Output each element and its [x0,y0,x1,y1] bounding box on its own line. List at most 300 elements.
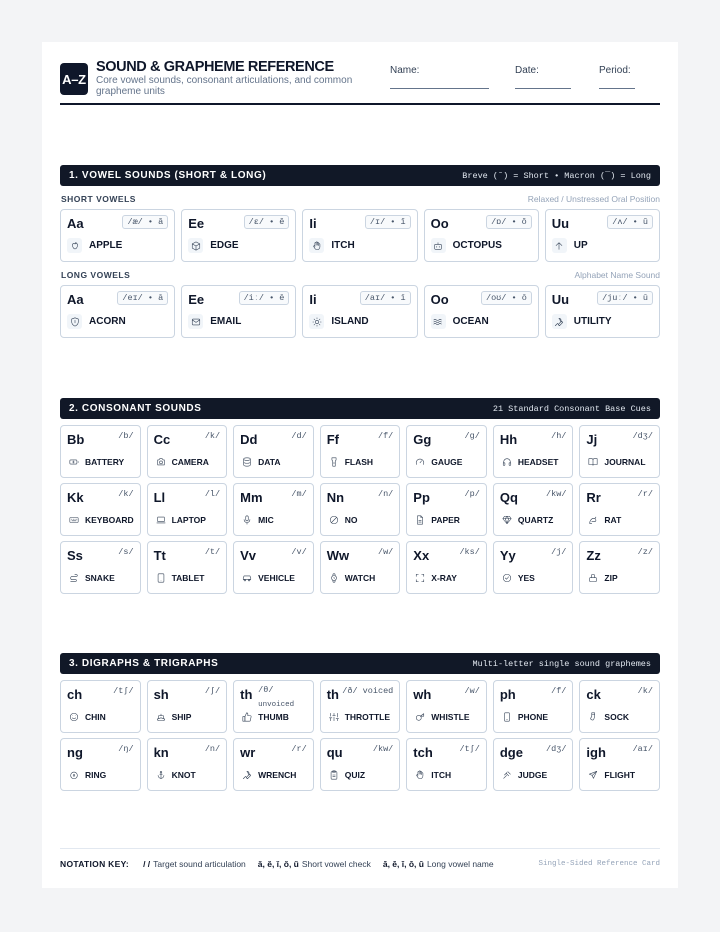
grapheme-letters: Aa [67,216,84,231]
grapheme-letters: wh [413,687,432,702]
ipa-tag: /ks/ [459,547,480,557]
sound-card [320,541,401,594]
sound-card [320,483,401,536]
arrow-up-icon [552,238,567,253]
apple-icon [67,238,82,253]
keyword-row [240,513,274,527]
grapheme-letters: Kk [67,490,84,505]
keyword-row [413,768,451,782]
keyword-row [67,571,115,585]
keyword-label: LAPTOP [171,515,206,525]
sound-card [406,425,487,478]
vowel-card [302,209,417,262]
sound-card [493,425,574,478]
grapheme-letters: Qq [499,490,518,505]
page-title: SOUND & GRAPHEME REFERENCE [96,59,334,75]
keyword-row [67,314,126,329]
notation-item [143,859,246,869]
grapheme-letters: ph [499,687,516,702]
digraph-section-header [60,653,660,674]
ipa-note: unvoiced [258,701,295,709]
grapheme-letters: Aa [67,292,84,307]
keyword-row [240,710,289,724]
grapheme-letters: Cc [153,432,171,447]
keyword-label: FLIGHT [604,770,636,780]
vowel-card [424,285,539,338]
header-divider [60,103,660,105]
notation-symbol: ā, ē, ī, ō, ū [382,859,424,869]
sound-card [147,680,228,733]
whistle-icon [413,710,427,724]
grapheme-letters: Uu [551,292,570,307]
battery-icon [67,455,81,469]
sound-card [579,541,660,594]
flashlight-icon [327,455,341,469]
footer-divider [60,848,660,849]
sound-card [579,680,660,733]
keyword-row [586,768,635,782]
sound-card [579,425,660,478]
grapheme-letters: ng [67,745,83,760]
keyword-row [188,238,238,253]
ipa-tag: /eɪ/ • ā [117,291,168,305]
keyword-row [586,455,645,469]
tablet-icon [154,571,168,585]
date-field[interactable] [515,88,571,89]
name-field[interactable] [390,88,489,89]
keyword-label: FLASH [344,457,374,467]
sound-card [60,425,141,478]
keyword-label: KEYBOARD [85,515,134,525]
sun-icon [309,314,324,329]
keyword-label: ACORN [89,316,126,327]
keyword-label: YES [517,573,535,583]
keyword-label: DATA [258,457,281,467]
wrench-icon [552,314,567,329]
keyword-label: SNAKE [85,573,115,583]
keyword-row [500,513,553,527]
ipa-tag: /ʃ/ [204,686,221,696]
keyword-label: EMAIL [210,316,242,327]
vowel-card [60,285,175,338]
sound-card [579,483,660,536]
camera-icon [154,455,168,469]
keyword-label: TABLET [171,573,205,583]
sound-card [406,738,487,791]
keyword-row [188,314,241,329]
keyword-row [240,768,296,782]
grapheme-letters: igh [586,745,606,760]
grapheme-letters: Ww [326,548,350,563]
keyword-row [67,455,124,469]
keyword-label: THUMB [258,712,289,722]
grapheme-letters: Bb [67,432,85,447]
smile-icon [67,710,81,724]
keyword-row [154,571,205,585]
vowel-section-header [60,165,660,186]
sound-card [60,680,141,733]
database-icon [240,455,254,469]
keyword-row [327,513,358,527]
snake-icon [67,571,81,585]
rat-icon [586,513,600,527]
grapheme-letters: Dd [240,432,258,447]
gavel-icon [500,768,514,782]
page-subtitle: Core vowel sounds, consonant articulations, and common grapheme units [96,75,353,97]
keyword-row [240,571,295,585]
sound-card [493,483,574,536]
shield-icon [67,314,82,329]
ipa-tag: /juː/ • ū [597,291,653,305]
keyword-label: WHISTLE [431,712,470,722]
vowel-card [60,209,175,262]
grapheme-letters: qu [326,745,343,760]
keyword-label: QUIZ [344,770,366,780]
ipa-tag: /d/ [291,431,307,441]
sound-card [493,541,574,594]
ipa-tag: /dʒ/ [546,744,567,754]
grapheme-letters: tch [413,745,433,760]
sound-card [233,680,314,733]
sound-card [493,680,574,733]
notation-item [383,859,494,869]
ipa-tag: /ɛ/ • ĕ [244,215,290,229]
ipa-tag: /n/ [204,744,221,754]
keyword-label: WATCH [344,573,376,583]
sound-card [320,680,401,733]
keyword-row [500,768,547,782]
keyword-row [67,710,106,724]
keyword-row [413,710,469,724]
grapheme-letters: kn [153,745,169,760]
ipa-tag: /kw/ [546,489,567,499]
scan-icon [413,571,427,585]
grapheme-letters: Mm [240,490,263,505]
ipa-tag: /k/ [637,686,653,696]
grapheme-letters: th [240,687,253,702]
keyword-label: HEADSET [517,457,559,467]
keyword-row [154,768,196,782]
grapheme-letters: Yy [499,548,516,563]
check-circle-icon [500,571,514,585]
sound-card [233,738,314,791]
keyword-label: MIC [258,515,274,525]
grapheme-letters: Xx [413,548,430,563]
ipa-tag: /ʌ/ • ŭ [607,215,653,229]
grapheme-letters: Jj [586,432,598,447]
ipa-tag: /h/ [551,431,567,441]
grapheme-letters: Oo [430,216,449,231]
grapheme-letters: Ee [188,292,205,307]
keyword-row [67,513,134,527]
notation-symbol: / / [143,859,151,869]
sound-card [60,483,141,536]
long-vowels-note: Alphabet Name Sound [574,270,660,280]
lock-icon [586,571,600,585]
grapheme-letters: Ll [153,490,166,505]
sound-card [147,738,228,791]
keyword-row [552,314,612,329]
grapheme-letters: th [326,687,339,702]
keyword-label: CHIN [85,712,106,722]
grapheme-letters: Vv [240,548,257,563]
keyword-row [327,571,376,585]
grapheme-letters: Hh [499,432,518,447]
notation-text: Long vowel name [426,859,494,869]
grapheme-letters: Ii [309,216,317,231]
keyword-label: ZIP [604,573,618,583]
gauge-icon [413,455,427,469]
file-icon [413,513,427,527]
grapheme-letters: Zz [586,548,601,563]
vowel-card [181,285,296,338]
vowel-card [181,209,296,262]
hand-icon [413,768,427,782]
keyword-row [327,768,365,782]
keyword-row [586,513,621,527]
consonant-section-title: 2. CONSONANT SOUNDS [69,403,202,414]
sound-card [579,738,660,791]
keyword-label: JOURNAL [604,457,646,467]
keyword-row [327,710,390,724]
keyword-label: UTILITY [573,316,612,327]
keyword-row [500,455,559,469]
cube-icon [188,238,203,253]
keyword-row [413,571,457,585]
ipa-tag: /oʊ/ • ō [481,291,532,305]
grapheme-letters: Pp [413,490,430,505]
sound-card [60,738,141,791]
vowel-card [545,285,660,338]
name-label: Name: [390,65,420,76]
keyword-label: THROTTLE [344,712,391,722]
ship-icon [154,710,168,724]
ipa-tag: /ŋ/ [118,744,134,754]
keyword-row [240,455,280,469]
reference-card-page [42,42,678,888]
ipa-tag: /r/ [291,744,307,754]
keyword-label: UP [573,240,588,251]
keyword-label: X-RAY [431,573,457,583]
ring-icon [67,768,81,782]
plane-icon [586,768,600,782]
keyword-label: RING [85,770,107,780]
keyword-label: SOCK [604,712,629,722]
hand-icon [309,238,324,253]
keyword-label: ITCH [331,240,355,251]
ban-icon [327,513,341,527]
keyword-row [309,314,368,329]
notation-item [258,859,371,869]
keyword-row [552,238,588,253]
grapheme-letters: Ff [326,432,339,447]
grapheme-letters: wr [240,745,256,760]
sound-card [493,738,574,791]
keyword-label: PHONE [517,712,549,722]
ipa-tag: /ð/ voiced [342,686,394,696]
sound-card [147,483,228,536]
ipa-tag: /t/ [204,547,221,557]
long-vowels-label: LONG VOWELS [61,270,131,280]
ipa-tag: /b/ [118,431,134,441]
digraph-grid [60,680,660,791]
sliders-icon [327,710,341,724]
grapheme-letters: ck [586,687,601,702]
laptop-icon [154,513,168,527]
keyword-label: OCTOPUS [452,240,502,251]
grapheme-letters: sh [153,687,169,702]
sock-icon [586,710,600,724]
headset-icon [500,455,514,469]
grapheme-letters: Ss [67,548,83,563]
short-vowel-grid [60,209,660,262]
keyboard-icon [67,513,81,527]
keyword-label: KNOT [171,770,196,780]
keyword-label: CAMERA [171,457,209,467]
notation-text: Short vowel check [301,859,371,869]
keyword-row [154,710,192,724]
keyword-row [154,513,206,527]
ipa-tag: /f/ [377,431,394,441]
ipa-tag: /l/ [204,489,221,499]
digraph-section-title: 3. DIGRAPHS & TRIGRAPHS [69,658,219,669]
ipa-tag: /s/ [118,547,134,557]
ipa-tag: /w/ [377,547,394,557]
ipa-tag: /f/ [551,686,567,696]
ipa-tag: /g/ [464,431,480,441]
date-label: Date: [515,65,539,76]
ipa-tag: /æ/ • ă [122,215,168,229]
ipa-tag: /aɪ/ [632,744,653,754]
ipa-tag: /iː/ • ē [239,291,290,305]
sound-card [406,483,487,536]
mic-icon [240,513,254,527]
keyword-label: SHIP [171,712,192,722]
grapheme-letters: Gg [413,432,432,447]
watch-icon [327,571,341,585]
vowel-section-note: Breve (˘) = Short • Macron (¯) = Long [462,171,651,181]
sound-card [320,425,401,478]
keyword-label: JUDGE [517,770,548,780]
keyword-label: OCEAN [452,316,489,327]
sound-card [233,541,314,594]
ipa-tag: /k/ [118,489,134,499]
ipa-tag: /p/ [464,489,480,499]
notation-key [60,859,660,869]
grapheme-letters: Uu [551,216,570,231]
ipa-tag: /r/ [637,489,653,499]
keyword-row [500,710,548,724]
sound-card [147,541,228,594]
anchor-icon [154,768,168,782]
ipa-tag: /w/ [464,686,480,696]
keyword-label: APPLE [89,240,123,251]
sound-card [147,425,228,478]
grapheme-letters: dge [499,745,523,760]
bot-icon [431,238,446,253]
keyword-row [309,238,354,253]
keyword-label: QUARTZ [517,515,554,525]
notation-text: Target sound articulation [153,859,246,869]
keyword-label: ITCH [431,770,452,780]
ipa-tag: /tʃ/ [459,744,480,754]
car-icon [240,571,254,585]
ipa-tag: /z/ [637,547,653,557]
keyword-label: VEHICLE [258,573,295,583]
keyword-row [586,710,629,724]
ipa-tag: /ɪ/ • ĭ [365,215,411,229]
consonant-section-header [60,398,660,419]
sound-card [406,541,487,594]
ipa-tag: /dʒ/ [632,431,653,441]
vowel-card [424,209,539,262]
ipa-tag: /aɪ/ • ī [360,291,411,305]
keyword-row [67,768,106,782]
ipa-tag: /tʃ/ [113,686,134,696]
period-field[interactable] [599,88,635,89]
digraph-section-note: Multi-letter single sound graphemes [472,659,651,669]
sound-card [320,738,401,791]
grapheme-letters: Oo [430,292,449,307]
short-vowels-note: Relaxed / Unstressed Oral Position [527,194,660,204]
ipa-tag: /ɒ/ • ŏ [486,215,532,229]
ipa-tag: /θ/ [258,685,274,695]
vowel-card [302,285,417,338]
keyword-row [413,455,462,469]
ipa-tag: /n/ [377,489,394,499]
long-vowel-grid [60,285,660,338]
keyword-label: ISLAND [331,316,369,327]
grapheme-letters: Tt [153,548,166,563]
book-icon [586,455,600,469]
clipboard-icon [327,768,341,782]
gem-icon [500,513,514,527]
keyword-label: GAUGE [431,457,463,467]
notation-key-label: NOTATION KEY: [60,859,130,869]
consonant-grid [60,425,660,594]
sound-card [233,425,314,478]
period-label: Period: [599,65,631,76]
grapheme-letters: Ee [188,216,205,231]
keyword-row [154,455,209,469]
sound-card [406,680,487,733]
notation-symbol: ă, ĕ, ĭ, ŏ, ŭ [257,859,299,869]
ipa-tag: /j/ [551,547,567,557]
ipa-tag: /v/ [291,547,307,557]
ipa-tag: /k/ [204,431,221,441]
sound-card [60,541,141,594]
keyword-label: WRENCH [258,770,297,780]
keyword-row [413,513,460,527]
keyword-row [67,238,122,253]
ipa-tag: /m/ [291,489,307,499]
consonant-section-note: 21 Standard Consonant Base Cues [492,404,651,414]
keyword-label: PAPER [431,515,460,525]
vowel-section-title: 1. VOWEL SOUNDS (SHORT & LONG) [69,170,267,181]
grapheme-letters: Rr [586,490,601,505]
vowel-card [545,209,660,262]
grapheme-letters: Nn [326,490,345,505]
grapheme-letters: ch [67,687,83,702]
grapheme-letters: Ii [309,292,317,307]
card-type-note: Single-Sided Reference Card [538,860,660,868]
keyword-label: EDGE [210,240,239,251]
keyword-row [431,314,489,329]
keyword-label: NO [344,515,358,525]
wrench-icon [240,768,254,782]
short-vowels-label: SHORT VOWELS [61,194,136,204]
keyword-row [431,238,502,253]
